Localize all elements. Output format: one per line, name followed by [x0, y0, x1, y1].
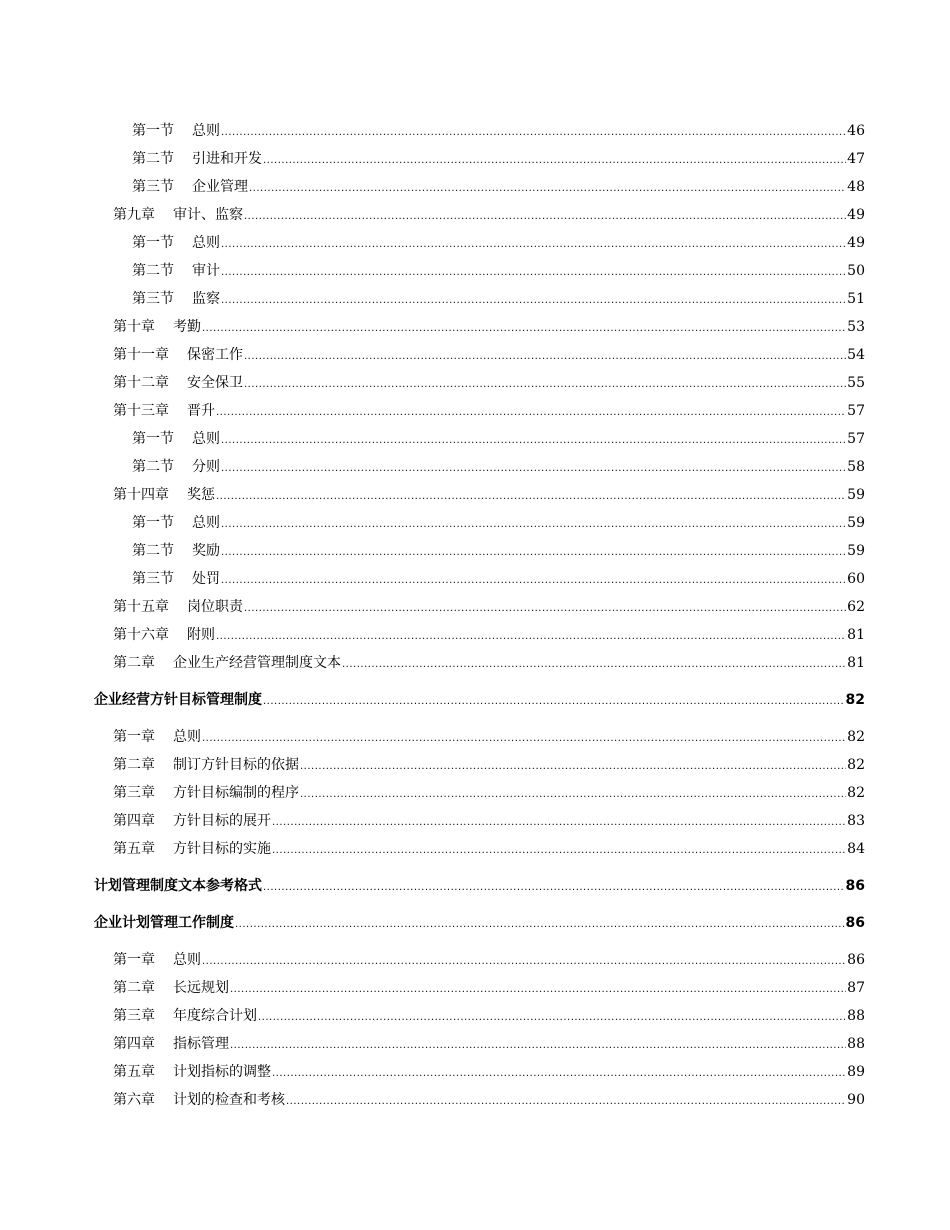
- toc-entry-number: 第四章: [113, 1036, 155, 1052]
- toc-entry-number: 第一章: [113, 729, 155, 745]
- toc-entry-label: [132, 513, 220, 533]
- toc-entry-number: 第一章: [113, 952, 155, 968]
- toc-page-number: 90: [847, 1092, 865, 1108]
- toc-entry-title: 分则: [192, 459, 220, 475]
- dot-leader: [221, 513, 846, 535]
- toc-chapter-entry[interactable]: [113, 783, 865, 803]
- toc-chapter-entry[interactable]: [113, 811, 865, 831]
- dot-leader: [221, 429, 846, 451]
- toc-heading-entry[interactable]: [94, 876, 865, 896]
- toc-entry-number: 第十章: [113, 319, 155, 335]
- dot-leader: [244, 205, 846, 227]
- toc-entry-title: 附则: [187, 627, 215, 643]
- toc-page-number: 83: [847, 813, 865, 829]
- toc-entry-title: 方针目标编制的程序: [173, 785, 299, 801]
- dot-leader: [221, 121, 846, 143]
- toc-entry-title: 企业经营方针目标管理制度: [94, 692, 262, 708]
- dot-leader: [221, 289, 846, 311]
- toc-page-number: 62: [847, 599, 865, 615]
- dot-leader: [272, 1062, 846, 1084]
- toc-entry-label: [132, 569, 220, 589]
- toc-entry-title: 奖惩: [187, 487, 215, 503]
- toc-chapter-entry[interactable]: [113, 205, 865, 225]
- toc-entry-label: [132, 429, 220, 449]
- toc-entry-title: 企业管理: [192, 179, 248, 195]
- toc-section-entry[interactable]: [132, 121, 865, 141]
- toc-entry-number: 第二章: [113, 980, 155, 996]
- toc-entry-number: 第二节: [132, 263, 174, 279]
- toc-entry-title: 企业生产经营管理制度文本: [173, 655, 341, 671]
- toc-page-number: 82: [847, 785, 865, 801]
- toc-entry-number: 第五章: [113, 841, 155, 857]
- toc-entry-number: 第一节: [132, 235, 174, 251]
- toc-heading-entry[interactable]: [94, 690, 865, 710]
- toc-chapter-entry[interactable]: [113, 978, 865, 998]
- toc-entry-number: 第十二章: [113, 375, 169, 391]
- toc-entry-label: [113, 317, 201, 337]
- toc-entry-label: [113, 625, 215, 645]
- toc-page-number: 49: [847, 207, 865, 223]
- toc-section-entry[interactable]: [132, 513, 865, 533]
- toc-page-number: 48: [847, 179, 865, 195]
- toc-entry-number: 第九章: [113, 207, 155, 223]
- toc-entry-title: 岗位职责: [187, 599, 243, 615]
- toc-page-number: 51: [847, 291, 865, 307]
- toc-entry-title: 安全保卫: [187, 375, 243, 391]
- toc-entry-number: 第三章: [113, 785, 155, 801]
- toc-entry-title: 指标管理: [173, 1036, 229, 1052]
- toc-entry-label: [94, 876, 262, 896]
- toc-page-number: 81: [847, 655, 865, 671]
- dot-leader: [300, 783, 846, 805]
- toc-page-number: 86: [845, 915, 865, 931]
- toc-chapter-entry[interactable]: [113, 653, 865, 673]
- toc-chapter-entry[interactable]: [113, 625, 865, 645]
- toc-chapter-entry[interactable]: [113, 485, 865, 505]
- toc-section-entry[interactable]: [132, 177, 865, 197]
- toc-entry-number: 第三节: [132, 179, 174, 195]
- toc-entry-number: 第十一章: [113, 347, 169, 363]
- toc-entry-title: 保密工作: [187, 347, 243, 363]
- toc-entry-label: [113, 811, 271, 831]
- toc-entry-title: 方针目标的展开: [173, 813, 271, 829]
- toc-entry-title: 晋升: [187, 403, 215, 419]
- toc-section-entry[interactable]: [132, 289, 865, 309]
- toc-chapter-entry[interactable]: [113, 1006, 865, 1026]
- toc-entry-number: 第二章: [113, 655, 155, 671]
- dot-leader: [216, 625, 846, 647]
- dot-leader: [272, 811, 846, 833]
- toc-chapter-entry[interactable]: [113, 345, 865, 365]
- toc-entry-number: 第二章: [113, 757, 155, 773]
- toc-entry-label: [113, 597, 243, 617]
- dot-leader: [286, 1090, 846, 1112]
- toc-section-entry[interactable]: [132, 541, 865, 561]
- toc-page-number: 84: [847, 841, 865, 857]
- toc-entry-title: 计划的检查和考核: [173, 1092, 285, 1108]
- toc-page-number: 57: [847, 403, 865, 419]
- toc-entry-label: [113, 373, 243, 393]
- toc-entry-label: [113, 1034, 229, 1054]
- toc-entry-number: 第三节: [132, 571, 174, 587]
- toc-entry-label: [132, 289, 220, 309]
- dot-leader: [221, 541, 846, 563]
- dot-leader: [244, 373, 846, 395]
- toc-entry-label: [132, 149, 262, 169]
- toc-entry-title: 处罚: [192, 571, 220, 587]
- toc-page-number: 86: [847, 952, 865, 968]
- toc-page-number: 87: [847, 980, 865, 996]
- toc-entry-label: [94, 690, 262, 710]
- toc-entry-number: 第三章: [113, 1008, 155, 1024]
- toc-entry-label: [113, 345, 243, 365]
- dot-leader: [300, 755, 846, 777]
- toc-entry-number: 第十四章: [113, 487, 169, 503]
- toc-chapter-entry[interactable]: [113, 1062, 865, 1082]
- toc-page-number: 86: [845, 878, 865, 894]
- toc-entry-number: 第十三章: [113, 403, 169, 419]
- toc-chapter-entry[interactable]: [113, 317, 865, 337]
- toc-entry-label: [113, 755, 299, 775]
- toc-chapter-entry[interactable]: [113, 1090, 865, 1110]
- toc-page-number: 81: [847, 627, 865, 643]
- dot-leader: [202, 727, 846, 749]
- dot-leader: [235, 913, 845, 935]
- toc-page-number: 57: [847, 431, 865, 447]
- dot-leader: [202, 317, 846, 339]
- toc-page-number: 88: [847, 1036, 865, 1052]
- toc-page-number: 55: [847, 375, 865, 391]
- toc-entry-label: [132, 261, 220, 281]
- dot-leader: [221, 261, 846, 283]
- dot-leader: [221, 569, 846, 591]
- toc-chapter-entry[interactable]: [113, 727, 865, 747]
- toc-page-number: 82: [845, 692, 865, 708]
- dot-leader: [216, 401, 846, 423]
- toc-entry-title: 总则: [192, 235, 220, 251]
- toc-chapter-entry[interactable]: [113, 401, 865, 421]
- toc-page-number: 59: [847, 487, 865, 503]
- toc-entry-label: [132, 121, 220, 141]
- toc-entry-title: 总则: [192, 431, 220, 447]
- dot-leader: [216, 485, 846, 507]
- toc-entry-title: 奖励: [192, 543, 220, 559]
- dot-leader: [263, 690, 845, 712]
- toc-page-number: 58: [847, 459, 865, 475]
- toc-chapter-entry[interactable]: [113, 373, 865, 393]
- dot-leader: [258, 1006, 846, 1028]
- toc-entry-number: 第一节: [132, 515, 174, 531]
- toc-entry-number: 第五章: [113, 1064, 155, 1080]
- toc-page-number: 49: [847, 235, 865, 251]
- toc-section-entry[interactable]: [132, 569, 865, 589]
- toc-page-number: 59: [847, 543, 865, 559]
- toc-entry-title: 年度综合计划: [173, 1008, 257, 1024]
- dot-leader: [221, 233, 846, 255]
- toc-section-entry[interactable]: [132, 261, 865, 281]
- toc-entry-title: 总则: [192, 515, 220, 531]
- toc-page-number: 82: [847, 729, 865, 745]
- toc-page-number: 50: [847, 263, 865, 279]
- toc-entry-label: [132, 457, 220, 477]
- toc-entry-label: [113, 485, 215, 505]
- dot-leader: [263, 149, 846, 171]
- toc-page-number: 82: [847, 757, 865, 773]
- toc-section-entry[interactable]: [132, 233, 865, 253]
- dot-leader: [272, 839, 846, 861]
- toc-section-entry[interactable]: [132, 457, 865, 477]
- dot-leader: [230, 1034, 846, 1056]
- toc-entry-label: [113, 978, 229, 998]
- toc-entry-label: [132, 177, 248, 197]
- toc-entry-title: 长远规划: [173, 980, 229, 996]
- toc-entry-number: 第二节: [132, 543, 174, 559]
- toc-chapter-entry[interactable]: [113, 597, 865, 617]
- toc-entry-number: 第一节: [132, 431, 174, 447]
- toc-entry-label: [113, 653, 341, 673]
- toc-entry-title: 总则: [192, 123, 220, 139]
- toc-entry-title: 总则: [173, 952, 201, 968]
- toc-entry-title: 制订方针目标的依据: [173, 757, 299, 773]
- toc-page-number: 59: [847, 515, 865, 531]
- toc-entry-title: 方针目标的实施: [173, 841, 271, 857]
- toc-chapter-entry[interactable]: [113, 950, 865, 970]
- toc-entry-title: 审计、监察: [173, 207, 243, 223]
- toc-entry-number: 第二节: [132, 151, 174, 167]
- toc-heading-entry[interactable]: [94, 913, 865, 933]
- toc-entry-label: [94, 913, 234, 933]
- toc-page-number: 88: [847, 1008, 865, 1024]
- toc-section-entry[interactable]: [132, 149, 865, 169]
- toc-section-entry[interactable]: [132, 429, 865, 449]
- toc-entry-title: 计划指标的调整: [173, 1064, 271, 1080]
- toc-entry-title: 引进和开发: [192, 151, 262, 167]
- toc-entry-label: [113, 401, 215, 421]
- toc-entry-title: 审计: [192, 263, 220, 279]
- toc-entry-number: 第十五章: [113, 599, 169, 615]
- toc-entry-label: [113, 1090, 285, 1110]
- toc-chapter-entry[interactable]: [113, 839, 865, 859]
- toc-entry-label: [132, 233, 220, 253]
- toc-entry-label: [113, 839, 271, 859]
- toc-entry-label: [113, 783, 299, 803]
- toc-entry-number: 第四章: [113, 813, 155, 829]
- toc-entry-title: 考勤: [173, 319, 201, 335]
- dot-leader: [244, 345, 846, 367]
- toc-entry-label: [113, 205, 243, 225]
- dot-leader: [230, 978, 846, 1000]
- toc-page-number: 47: [847, 151, 865, 167]
- toc-entry-label: [132, 541, 220, 561]
- toc-entry-number: 第六章: [113, 1092, 155, 1108]
- toc-entry-title: 总则: [173, 729, 201, 745]
- toc-chapter-entry[interactable]: [113, 1034, 865, 1054]
- dot-leader: [244, 597, 846, 619]
- toc-entry-title: 计划管理制度文本参考格式: [94, 878, 262, 894]
- toc-entry-label: [113, 727, 201, 747]
- toc-entry-number: 第十六章: [113, 627, 169, 643]
- toc-entry-number: 第二节: [132, 459, 174, 475]
- toc-entry-title: 企业计划管理工作制度: [94, 915, 234, 931]
- dot-leader: [342, 653, 846, 675]
- toc-entry-label: [113, 950, 201, 970]
- toc-page-number: 89: [847, 1064, 865, 1080]
- toc-entry-number: 第一节: [132, 123, 174, 139]
- dot-leader: [221, 457, 846, 479]
- toc-page-number: 54: [847, 347, 865, 363]
- toc-entry-label: [113, 1006, 257, 1026]
- toc-page-number: 60: [847, 571, 865, 587]
- toc-chapter-entry[interactable]: [113, 755, 865, 775]
- dot-leader: [202, 950, 846, 972]
- toc-page-number: 53: [847, 319, 865, 335]
- dot-leader: [263, 876, 845, 898]
- dot-leader: [249, 177, 846, 199]
- toc-page-number: 46: [847, 123, 865, 139]
- toc-entry-label: [113, 1062, 271, 1082]
- toc-entry-number: 第三节: [132, 291, 174, 307]
- toc-entry-title: 监察: [192, 291, 220, 307]
